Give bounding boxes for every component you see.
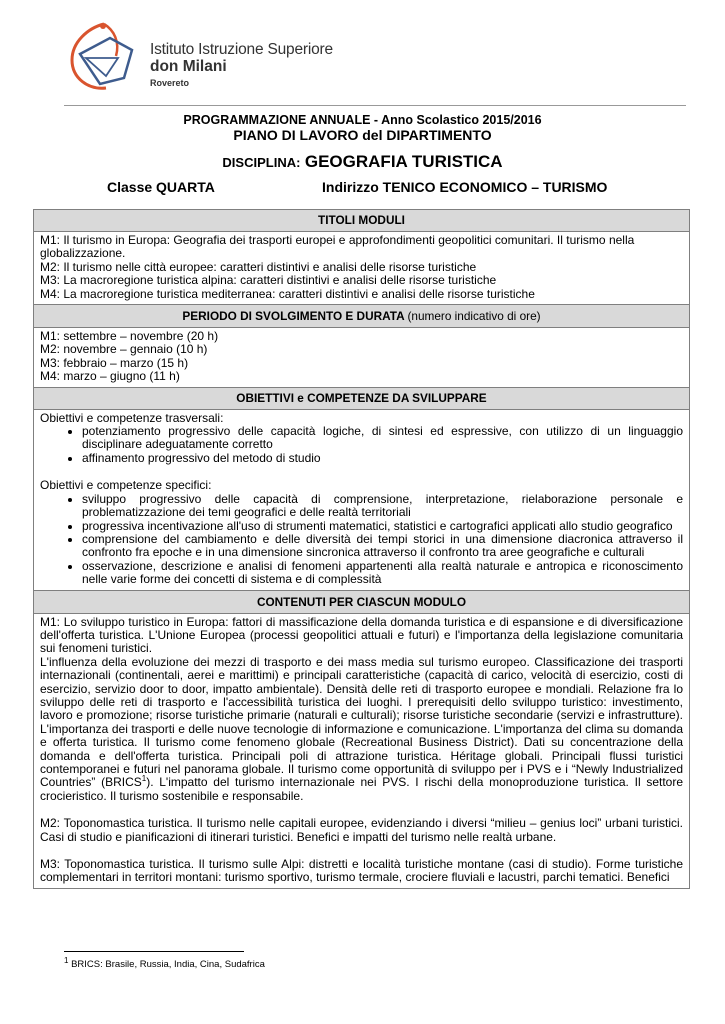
- list-item: • potenziamento progressivo delle capacità logiche, di sintesi ed espressive, con utilizzo di un linguaggio disciplinare adeguatamente corretto: [82, 425, 683, 452]
- m1-text-end: ). L'impatto del turismo internazionale nei PVS. I rischi della monoproduzione turistica. Il settore crocieristico. Il turismo sostenibile e responsabile.: [40, 775, 684, 803]
- list-item: • progressiva incentivazione all'uso di strumenti matematici, statistici e cartografici applicati allo studio geografico: [82, 520, 683, 533]
- periodo-line: M1: settembre – novembre (20 h): [40, 329, 219, 344]
- m1-text: L'influenza della evoluzione dei mezzi di trasporto e dei mass media sul turismo europeo. Classificazione dei trasporti internazionali (continentali, aerei e marittimi) e principali caratteristiche (capacità di carico, velocità di esercizio, costi di esercizio, servizio door to door, impatto ambientale). Densità delle reti di trasporto europee e mondiali. Relazione fra lo sviluppo delle reti di trasporto e l'accessibilità turistica dei luoghi. I prerequisiti dello sviluppo turistico: investimento, lavoro e promozione; risorse turistiche primarie (naturali e culturali); risorse turistiche secondarie (servizi e infrastrutture). L'importanza dei trasporti e delle nuove tecnologie di informazione e comunicazione. L'importanza del clima su domanda e offerta turistica. Il turismo come fenomeno globale (Recreational Business District). Dati su concentrazione della domanda e dell'offerta turistica. Principali poli di attrazione turistica. Héritage globali. Principali flussi turistici contemporanei e futuri nel panorama globale. Il turismo come opportunità di sviluppo per i PVS e i “Newly Industrialized Countries” (BRICS: [40, 654, 683, 790]
- institute-city: Rovereto: [150, 78, 190, 88]
- footnote: [64, 955, 265, 970]
- titoli-line: M1: Il turismo in Europa: Geografia dei trasporti europei e approfondimenti geopolitici comunitari. Il turismo nella: [40, 233, 635, 247]
- periodo-heading-note: (numero indicativo di ore): [407, 309, 541, 324]
- footnote-text: BRICS: Brasile, Russia, India, Cina, Sudafrica: [68, 959, 265, 970]
- titoli-line: M2: Il turismo nelle città europee: caratteri distintivi e analisi delle risorse turistiche: [40, 259, 477, 274]
- titoli-line: M4: La macroregione turistica mediterranea: caratteri distintivi e analisi delle risorse turistiche: [40, 286, 535, 301]
- list-item: • osservazione, descrizione e analisi di fenomeni appartenenti alla realtà naturale e antropica e riconoscimento nelle varie forme dei concetti di sistema e di complessità: [82, 560, 683, 587]
- header-divider: [64, 105, 686, 106]
- m2-paragraph: M2: Toponomastica turistica. Il turismo nelle capitali europee, evidenziando i diversi “milieu – genius loci” urbani turistici. Casi di studio e pianificazioni di itinerari turistici. Benefici e impatti del turismo nelle realtà urbane.: [40, 816, 683, 844]
- periodo-heading: PERIODO DI SVOLGIMENTO E DURATA: [182, 309, 405, 324]
- trasversali-list: [40, 425, 683, 465]
- institute-subname: don Milani: [150, 58, 227, 75]
- section-body-contenuti: [34, 613, 690, 888]
- institute-name: Istituto Istruzione Superiore: [150, 41, 333, 58]
- periodo-line: M4: marzo – giugno (11 h): [40, 369, 180, 384]
- footnote-number: 1: [64, 955, 69, 965]
- institute-logo-icon: [66, 20, 146, 96]
- specifici-label: Obiettivi e competenze specifici:: [40, 478, 212, 493]
- section-header-contenuti: CONTENUTI PER CIASCUN MODULO: [34, 590, 690, 613]
- institute-logo-block: [66, 20, 356, 96]
- discipline-heading: [0, 152, 725, 173]
- section-header-titoli: TITOLI MODULI: [34, 210, 690, 232]
- periodo-line: M2: novembre – gennaio (10 h): [40, 342, 208, 357]
- m3-paragraph: M3: Toponomastica turistica. Il turismo sulle Alpi: distretti e località turistiche montane (casi di studio). Forme turistiche complementari in territori montani: turismo sportivo, turismo termale, crociere fluviali e lacustri, parchi tematici. Benefici: [40, 857, 683, 885]
- discipline-label: DISCIPLINA:: [222, 155, 301, 170]
- trasversali-label: Obiettivi e competenze trasversali:: [40, 410, 224, 425]
- footnote-ref[interactable]: 1: [141, 774, 147, 784]
- titoli-line: M3: La macroregione turistica alpina: caratteri distintivi e analisi delle risorse turistiche: [40, 273, 497, 288]
- program-table: [33, 209, 690, 889]
- discipline-value: GEOGRAFIA TURISTICA: [304, 152, 503, 171]
- periodo-line: M3: febbraio – marzo (15 h): [40, 355, 189, 370]
- class-label: Classe QUARTA: [107, 179, 215, 195]
- specifici-list: [40, 493, 683, 587]
- titoli-line: globalizzazione.: [40, 246, 126, 261]
- list-item: • sviluppo progressivo delle capacità di comprensione, interpretazione, rielaborazione personale e problematizzazione dei temi geografici e delle realtà territoriali: [82, 493, 683, 520]
- m1-paragraph-b: [40, 656, 683, 803]
- course-label: Indirizzo TENICO ECONOMICO – TURISMO: [322, 179, 608, 195]
- section-body-obiettivi: [34, 409, 690, 590]
- section-body-titoli: [34, 232, 690, 305]
- list-item: • comprensione del cambiamento e delle diversità dei tempi storici in una dimensione diacronica attraverso il confronto fra epoche e in una dimensione sincronica attraverso il confronto tra aree geografiche e culturali: [82, 533, 683, 560]
- section-body-periodo: [34, 328, 690, 388]
- footnote-divider: [64, 951, 244, 952]
- m1-paragraph-a: M1: Lo sviluppo turistico in Europa: fattori di massificazione della domanda turistica e di espansione e di diversificazione dell'offerta turistica. L'Unione Europea (processi geopolitici attuali e futuri) e l'importanza della legislazione comunitaria sui fenomeni turistici.: [40, 614, 683, 656]
- section-header-periodo: [34, 305, 690, 328]
- section-header-obiettivi: OBIETTIVI e COMPETENZE DA SVILUPPARE: [34, 387, 690, 409]
- doc-title-line2: PIANO DI LAVORO del DIPARTIMENTO: [233, 127, 492, 143]
- doc-title-line1: PROGRAMMAZIONE ANNUALE - Anno Scolastico 2015/2016: [183, 113, 542, 127]
- list-item: • affinamento progressivo del metodo di studio: [82, 452, 683, 465]
